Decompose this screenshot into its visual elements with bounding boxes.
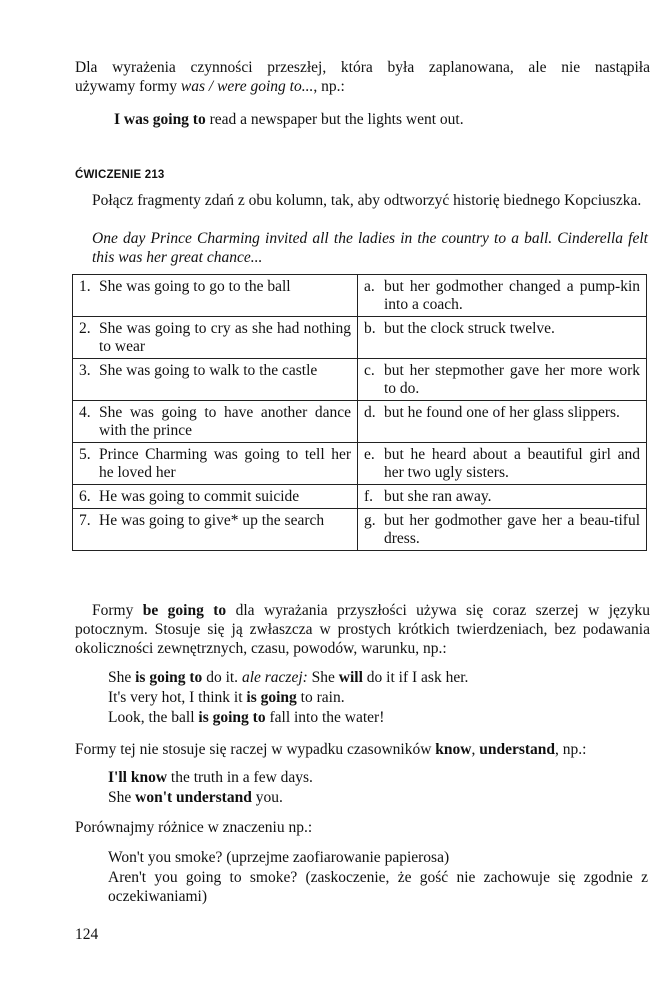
item-text: but the clock struck twelve.: [384, 320, 555, 337]
future-text: Formy: [92, 602, 143, 619]
example-text: do it.: [202, 669, 242, 686]
be-going-to-term: be going to: [142, 602, 227, 619]
exercise-instruction: Połącz fragmenty zdań z obu kolumn, tak, aby odtworzyć historię biednego Kopciuszka.: [92, 192, 642, 209]
matching-item: [79, 488, 351, 506]
example-text: to rain.: [296, 689, 345, 706]
item-text: She was going to cry as she had nothing to wear: [99, 320, 351, 355]
left-column-cell: [73, 317, 358, 359]
intro-example: [114, 110, 464, 129]
intro-text-end: , np.:: [313, 78, 345, 95]
example-bold: will: [338, 669, 363, 686]
item-text: She was going to have another dance with the prince: [99, 404, 351, 439]
left-column-cell: [73, 509, 358, 551]
example-text: do it if I ask her.: [362, 669, 469, 686]
table-row: [73, 401, 647, 443]
compare-paragraph: Porównajmy różnice w znaczeniu np.:: [75, 819, 313, 836]
item-marker: 1.: [79, 278, 91, 295]
item-marker: 3.: [79, 362, 91, 379]
item-marker: 2.: [79, 320, 91, 337]
left-column-cell: [73, 359, 358, 401]
matching-item: [364, 278, 640, 314]
example-text: Look, the ball: [108, 709, 199, 726]
table-row: [73, 509, 647, 551]
right-column-cell: [358, 485, 647, 509]
example-bold: I was going to: [114, 111, 206, 128]
paragraph-text: , np.:: [555, 741, 587, 758]
intro-line-1: Dla wyrażenia czynności przeszłej, która była zaplanowana, ale nie nastąpiła: [75, 59, 650, 76]
future-example-1: [108, 668, 468, 687]
future-example-4: [108, 768, 313, 787]
right-column-cell: [358, 317, 647, 359]
future-example-2: [108, 688, 345, 707]
item-text: but her godmother changed a pump-kin into a coach.: [384, 278, 640, 313]
future-example-6: Won't you smoke? (uprzejme zaofiarowanie papierosa): [108, 849, 450, 866]
matching-item: [79, 446, 351, 482]
item-marker: b.: [364, 320, 376, 337]
example-bold: won't understand: [135, 789, 252, 806]
verb-know: know: [435, 741, 472, 758]
paragraph-text: ,: [471, 741, 480, 758]
exercise-story: One day Prince Charming invited all the ladies in the country to a ball. Cinderella felt this was her great chance...: [92, 230, 648, 266]
future-example-5: [108, 788, 283, 807]
table-row: [73, 443, 647, 485]
example-rest: read a newspaper but the lights went out.: [205, 111, 464, 128]
item-marker: f.: [364, 488, 374, 505]
item-marker: e.: [364, 446, 375, 463]
left-column-cell: [73, 275, 358, 317]
item-text: Prince Charming was going to tell her he loved her: [99, 446, 351, 481]
form-was-were-going-to: was / were going to...: [180, 78, 314, 95]
table-row: [73, 359, 647, 401]
item-marker: 4.: [79, 404, 91, 421]
right-column-cell: [358, 359, 647, 401]
example-bold: I'll know: [108, 769, 168, 786]
intro-text: używamy formy: [75, 78, 181, 95]
example-text: fall into the water!: [265, 709, 385, 726]
right-column-cell: [358, 443, 647, 485]
intro-paragraph: [75, 58, 650, 96]
example-text: you.: [251, 789, 283, 806]
matching-item: [364, 446, 640, 482]
verb-understand: understand: [479, 741, 556, 758]
example-bold: is going: [246, 689, 297, 706]
item-marker: 7.: [79, 512, 91, 529]
example-bold: is going to: [198, 709, 266, 726]
example-italic: ale raczej:: [241, 669, 308, 686]
matching-item: [79, 320, 351, 356]
future-example-3: [108, 708, 384, 727]
right-column-cell: [358, 401, 647, 443]
item-marker: g.: [364, 512, 376, 529]
left-column-cell: [73, 443, 358, 485]
item-text: She was going to go to the ball: [99, 278, 291, 295]
example-text: the truth in a few days.: [167, 769, 313, 786]
item-marker: d.: [364, 404, 376, 421]
example-text: She: [108, 789, 136, 806]
future-example-7: Aren't you going to smoke? (zaskoczenie, że gość nie zachowuje się zgodnie z oczekiwaniami): [108, 869, 648, 905]
matching-item: [364, 488, 640, 506]
item-text: but her godmother gave her a beau-tiful dress.: [384, 512, 640, 547]
right-column-cell: [358, 275, 647, 317]
matching-item: [79, 362, 351, 380]
intro-line-2: [75, 77, 650, 96]
table-row: [73, 485, 647, 509]
matching-item: [79, 404, 351, 440]
item-text: She was going to walk to the castle: [99, 362, 318, 379]
matching-item: [364, 404, 640, 422]
table-row: [73, 275, 647, 317]
item-marker: 6.: [79, 488, 91, 505]
table-row: [73, 317, 647, 359]
right-column-cell: [358, 509, 647, 551]
matching-item: [364, 512, 640, 548]
example-text: She: [108, 669, 136, 686]
page-number: 124: [75, 926, 99, 943]
item-text: but he heard about a beautiful girl and her two ugly sisters.: [384, 446, 640, 481]
matching-item: [364, 320, 640, 338]
future-text-rest: dla wyrażania przyszłości używa się coraz szerzej w języku potocznym. Stosuje się ją zwłaszcza w prostych krótkich twierdzeniach, bez podawania okoliczności zewnętrznych, czasu, powodów, warunku, np.:: [75, 602, 651, 657]
item-text: but her stepmother gave her more work to do.: [384, 362, 640, 397]
item-marker: a.: [364, 278, 375, 295]
item-marker: 5.: [79, 446, 91, 463]
example-text: She: [307, 669, 339, 686]
item-text: but she ran away.: [384, 488, 492, 505]
matching-item: [364, 362, 640, 398]
left-column-cell: [73, 485, 358, 509]
example-bold: is going to: [135, 669, 203, 686]
item-marker: c.: [364, 362, 375, 379]
know-understand-paragraph: [75, 740, 586, 759]
exercise-heading: ĆWICZENIE 213: [75, 169, 165, 181]
future-paragraph: [75, 601, 650, 658]
item-text: He was going to give* up the search: [99, 512, 325, 529]
paragraph-text: Formy tej nie stosuje się raczej w wypadku czasowników: [75, 741, 436, 758]
item-text: but he found one of her glass slippers.: [384, 404, 620, 421]
matching-item: [79, 278, 351, 296]
item-text: He was going to commit suicide: [99, 488, 300, 505]
matching-item: [79, 512, 351, 530]
matching-table: [72, 274, 647, 551]
left-column-cell: [73, 401, 358, 443]
example-text: It's very hot, I think it: [108, 689, 247, 706]
